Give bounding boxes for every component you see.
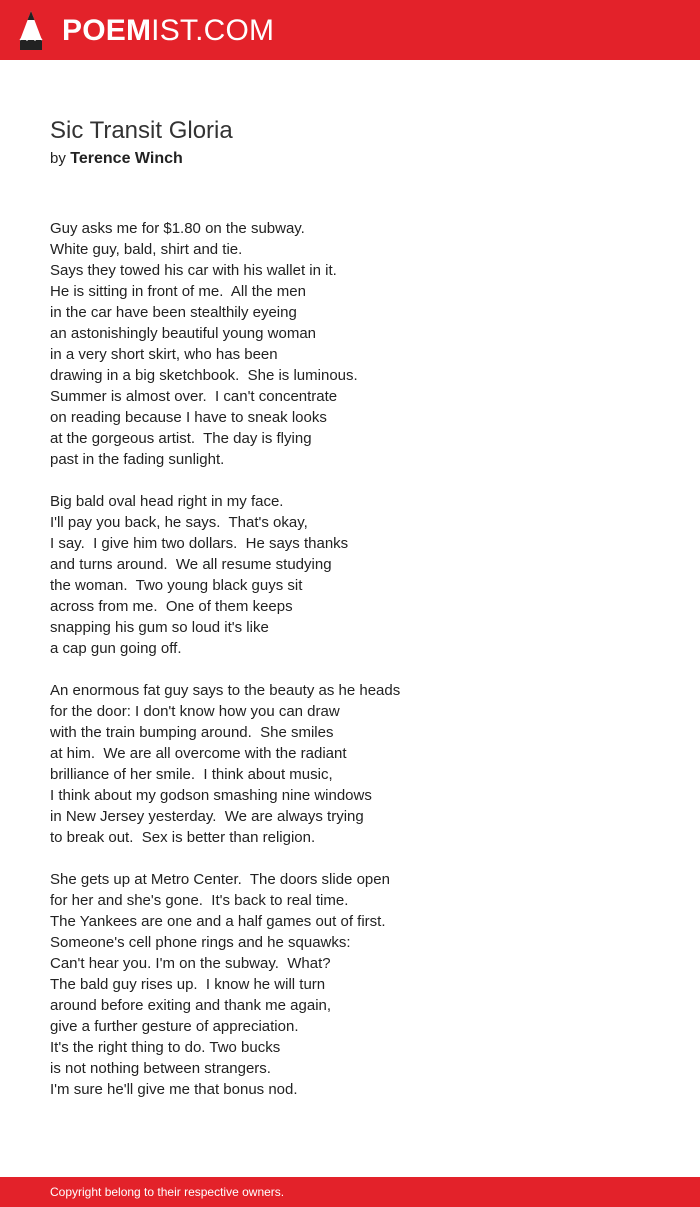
site-footer [0, 1177, 700, 1207]
poem-line: Can't hear you. I'm on the subway. What? [50, 955, 331, 972]
poem-line: a cap gun going off. [50, 640, 182, 657]
byline [50, 148, 183, 170]
poem-line: brilliance of her smile. I think about music, [50, 766, 333, 783]
poem-line: An enormous fat guy says to the beauty as he heads [50, 682, 401, 699]
site-header [0, 0, 700, 60]
poem-line: I think about my godson smashing nine windows [50, 787, 372, 804]
poem-line: around before exiting and thank me again, [50, 997, 332, 1014]
poem-line: in the car have been stealthily eyeing [50, 304, 297, 321]
by-label: by [50, 150, 66, 167]
poem-line: I'm sure he'll give me that bonus nod. [50, 1081, 298, 1098]
poem-line: in a very short skirt, who has been [50, 346, 278, 363]
poem-line: Someone's cell phone rings and he squawks: [50, 934, 351, 951]
poem-line: give a further gesture of appreciation. [50, 1018, 299, 1035]
copyright-text: Copyright belong to their respective owners. [50, 1185, 285, 1199]
pencil-icon[interactable] [18, 10, 44, 52]
poem-line: with the train bumping around. She smiles [50, 724, 334, 741]
author-name: Terence Winch [70, 150, 183, 167]
poem-line: on reading because I have to sneak looks [50, 409, 327, 426]
poem-line: Summer is almost over. I can't concentrate [50, 388, 338, 405]
poem-title: Sic Transit Gloria [50, 117, 233, 144]
poem-line: snapping his gum so loud it's like [50, 619, 269, 636]
poem-line: an astonishingly beautiful young woman [50, 325, 317, 342]
poem-line: I say. I give him two dollars. He says thanks [50, 535, 349, 552]
poem-line: It's the right thing to do. Two bucks [50, 1039, 281, 1056]
poem-line: Says they towed his car with his wallet in it. [50, 262, 337, 279]
poem-line: the woman. Two young black guys sit [50, 577, 303, 594]
poem-line: is not nothing between strangers. [50, 1060, 271, 1077]
poem-line: She gets up at Metro Center. The doors slide open [50, 871, 390, 888]
poem-line: Big bald oval head right in my face. [50, 493, 284, 510]
poem-line: for her and she's gone. It's back to real time. [50, 892, 349, 909]
poem-line: He is sitting in front of me. All the men [50, 283, 306, 300]
poem-stanza [50, 680, 650, 848]
poem-line: drawing in a big sketchbook. She is luminous. [50, 367, 358, 384]
poem-line: The Yankees are one and a half games out of first. [50, 913, 386, 930]
poem-line: I'll pay you back, he says. That's okay, [50, 514, 308, 531]
poem-line: and turns around. We all resume studying [50, 556, 332, 573]
poem-body [50, 218, 650, 1121]
poem-line: for the door: I don't know how you can draw [50, 703, 340, 720]
poem-line: White guy, bald, shirt and tie. [50, 241, 243, 258]
poem-line: in New Jersey yesterday. We are always trying [50, 808, 364, 825]
logo-light-text: IST.COM [151, 14, 275, 47]
poem-line: Guy asks me for $1.80 on the subway. [50, 220, 305, 237]
poem-line: to break out. Sex is better than religion. [50, 829, 316, 846]
site-logo[interactable] [62, 12, 274, 50]
poem-line: at him. We are all overcome with the radiant [50, 745, 347, 762]
poem-line: The bald guy rises up. I know he will turn [50, 976, 326, 993]
poem-line: across from me. One of them keeps [50, 598, 293, 615]
poem-line: at the gorgeous artist. The day is flying [50, 430, 312, 447]
poem-stanza [50, 491, 650, 659]
logo-bold-text: POEM [62, 14, 152, 47]
poem-stanza [50, 869, 650, 1100]
poem-line: past in the fading sunlight. [50, 451, 225, 468]
poem-stanza [50, 218, 650, 470]
